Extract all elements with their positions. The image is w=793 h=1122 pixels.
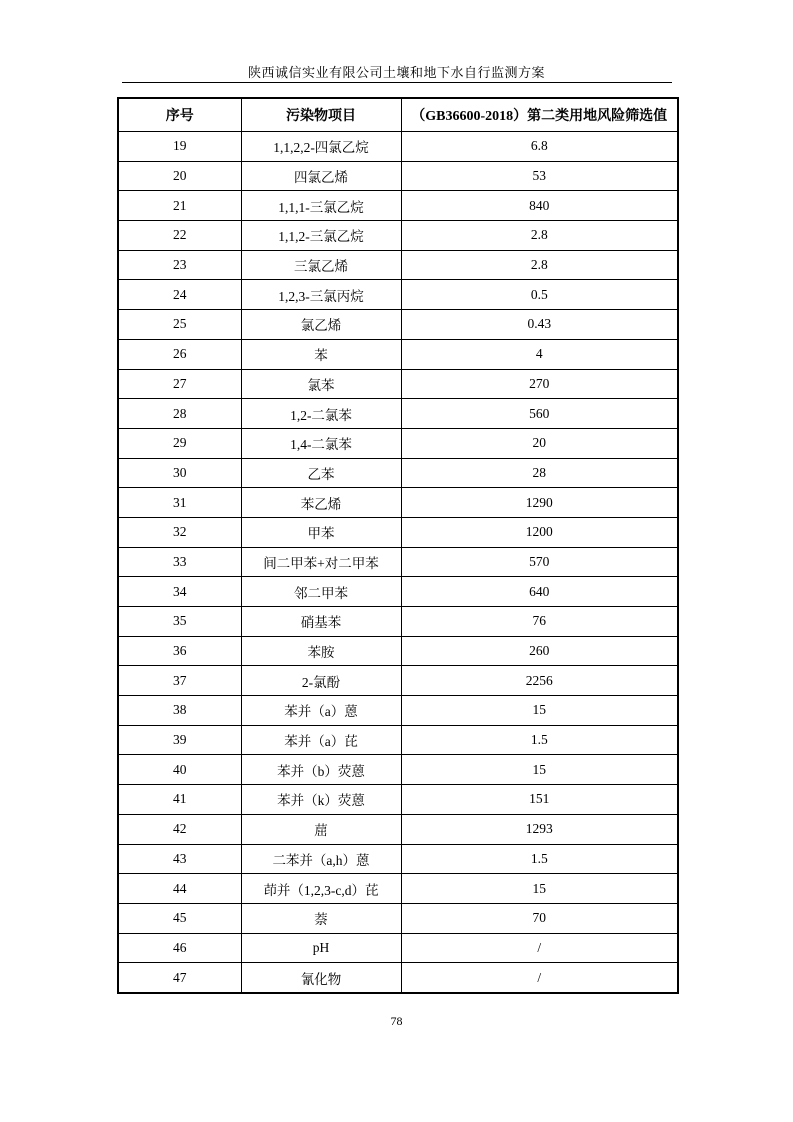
cell-screening-value: 270 <box>401 369 678 399</box>
cell-pollutant: 1,2-二氯苯 <box>241 399 401 429</box>
table-row <box>118 547 678 577</box>
cell-serial: 20 <box>118 161 241 191</box>
table-header-row <box>118 98 678 132</box>
cell-pollutant: 苯并（k）荧蒽 <box>241 785 401 815</box>
cell-screening-value: 20 <box>401 428 678 458</box>
table-row <box>118 250 678 280</box>
cell-pollutant: pH <box>241 933 401 963</box>
cell-serial: 26 <box>118 339 241 369</box>
cell-screening-value: 15 <box>401 755 678 785</box>
cell-pollutant: 硝基苯 <box>241 607 401 637</box>
cell-serial: 47 <box>118 963 241 993</box>
cell-pollutant: 苯并（b）荧蒽 <box>241 755 401 785</box>
cell-screening-value: 1200 <box>401 517 678 547</box>
table-row <box>118 458 678 488</box>
cell-serial: 27 <box>118 369 241 399</box>
cell-serial: 23 <box>118 250 241 280</box>
table-row <box>118 191 678 221</box>
cell-serial: 34 <box>118 577 241 607</box>
cell-screening-value: 28 <box>401 458 678 488</box>
cell-pollutant: 氯乙烯 <box>241 310 401 340</box>
cell-screening-value: 1293 <box>401 814 678 844</box>
cell-screening-value: / <box>401 963 678 993</box>
cell-serial: 42 <box>118 814 241 844</box>
cell-pollutant: 1,1,1-三氯乙烷 <box>241 191 401 221</box>
cell-screening-value: 1.5 <box>401 844 678 874</box>
header-divider <box>122 82 672 83</box>
table-row <box>118 221 678 251</box>
cell-serial: 40 <box>118 755 241 785</box>
cell-serial: 41 <box>118 785 241 815</box>
cell-pollutant: 2-氯酚 <box>241 666 401 696</box>
cell-serial: 29 <box>118 428 241 458</box>
table-row <box>118 755 678 785</box>
cell-serial: 37 <box>118 666 241 696</box>
cell-screening-value: 560 <box>401 399 678 429</box>
cell-screening-value: 0.43 <box>401 310 678 340</box>
page-header: 陕西诚信实业有限公司土壤和地下水自行监测方案 <box>247 65 545 80</box>
cell-pollutant: 乙苯 <box>241 458 401 488</box>
cell-serial: 43 <box>118 844 241 874</box>
table-row <box>118 785 678 815</box>
cell-serial: 45 <box>118 903 241 933</box>
table-row <box>118 844 678 874</box>
cell-pollutant: 䓛 <box>241 814 401 844</box>
cell-pollutant: 1,2,3-三氯丙烷 <box>241 280 401 310</box>
header-screening-value: （GB36600-2018）第二类用地风险筛选值 <box>401 98 678 132</box>
cell-pollutant: 苯并（a）芘 <box>241 725 401 755</box>
table-row <box>118 280 678 310</box>
page-number: 78 <box>390 1014 403 1028</box>
cell-pollutant: 四氯乙烯 <box>241 161 401 191</box>
cell-serial: 21 <box>118 191 241 221</box>
cell-serial: 30 <box>118 458 241 488</box>
cell-serial: 28 <box>118 399 241 429</box>
cell-pollutant: 1,4-二氯苯 <box>241 428 401 458</box>
cell-serial: 38 <box>118 696 241 726</box>
table-row <box>118 725 678 755</box>
cell-screening-value: 260 <box>401 636 678 666</box>
table-row <box>118 161 678 191</box>
cell-pollutant: 氯苯 <box>241 369 401 399</box>
cell-serial: 33 <box>118 547 241 577</box>
table-row <box>118 577 678 607</box>
cell-pollutant: 苯并（a）蒽 <box>241 696 401 726</box>
table-row <box>118 399 678 429</box>
cell-screening-value: 76 <box>401 607 678 637</box>
table-row <box>118 933 678 963</box>
cell-pollutant: 甲苯 <box>241 517 401 547</box>
cell-pollutant: 三氯乙烯 <box>241 250 401 280</box>
table-row <box>118 310 678 340</box>
table-row <box>118 339 678 369</box>
cell-serial: 32 <box>118 517 241 547</box>
header-serial: 序号 <box>118 98 241 132</box>
cell-screening-value: 70 <box>401 903 678 933</box>
cell-serial: 36 <box>118 636 241 666</box>
cell-screening-value: / <box>401 933 678 963</box>
cell-pollutant: 茚并（1,2,3-c,d）芘 <box>241 874 401 904</box>
cell-screening-value: 840 <box>401 191 678 221</box>
table-row <box>118 636 678 666</box>
table-row <box>118 903 678 933</box>
cell-screening-value: 15 <box>401 696 678 726</box>
cell-serial: 24 <box>118 280 241 310</box>
cell-screening-value: 151 <box>401 785 678 815</box>
table-row <box>118 814 678 844</box>
cell-pollutant: 二苯并（a,h）蒽 <box>241 844 401 874</box>
cell-pollutant: 1,1,2,2-四氯乙烷 <box>241 132 401 162</box>
cell-screening-value: 1290 <box>401 488 678 518</box>
header-pollutant: 污染物项目 <box>241 98 401 132</box>
table-row <box>118 607 678 637</box>
table-row <box>118 666 678 696</box>
cell-screening-value: 570 <box>401 547 678 577</box>
cell-pollutant: 苯胺 <box>241 636 401 666</box>
cell-screening-value: 2256 <box>401 666 678 696</box>
cell-serial: 39 <box>118 725 241 755</box>
cell-pollutant: 1,1,2-三氯乙烷 <box>241 221 401 251</box>
cell-serial: 19 <box>118 132 241 162</box>
cell-serial: 35 <box>118 607 241 637</box>
cell-screening-value: 4 <box>401 339 678 369</box>
cell-screening-value: 2.8 <box>401 250 678 280</box>
table-row <box>118 874 678 904</box>
cell-screening-value: 2.8 <box>401 221 678 251</box>
cell-serial: 25 <box>118 310 241 340</box>
cell-pollutant: 萘 <box>241 903 401 933</box>
cell-pollutant: 氰化物 <box>241 963 401 993</box>
cell-serial: 22 <box>118 221 241 251</box>
table-row <box>118 963 678 993</box>
table-row <box>118 696 678 726</box>
cell-screening-value: 53 <box>401 161 678 191</box>
cell-pollutant: 苯乙烯 <box>241 488 401 518</box>
cell-screening-value: 1.5 <box>401 725 678 755</box>
cell-screening-value: 6.8 <box>401 132 678 162</box>
cell-serial: 46 <box>118 933 241 963</box>
cell-screening-value: 640 <box>401 577 678 607</box>
table-row <box>118 132 678 162</box>
cell-pollutant: 苯 <box>241 339 401 369</box>
table-row <box>118 428 678 458</box>
table-row <box>118 369 678 399</box>
table-row <box>118 517 678 547</box>
pollutant-screening-table <box>117 97 679 994</box>
cell-pollutant: 间二甲苯+对二甲苯 <box>241 547 401 577</box>
cell-serial: 31 <box>118 488 241 518</box>
table-row <box>118 488 678 518</box>
cell-pollutant: 邻二甲苯 <box>241 577 401 607</box>
cell-screening-value: 15 <box>401 874 678 904</box>
cell-serial: 44 <box>118 874 241 904</box>
cell-screening-value: 0.5 <box>401 280 678 310</box>
